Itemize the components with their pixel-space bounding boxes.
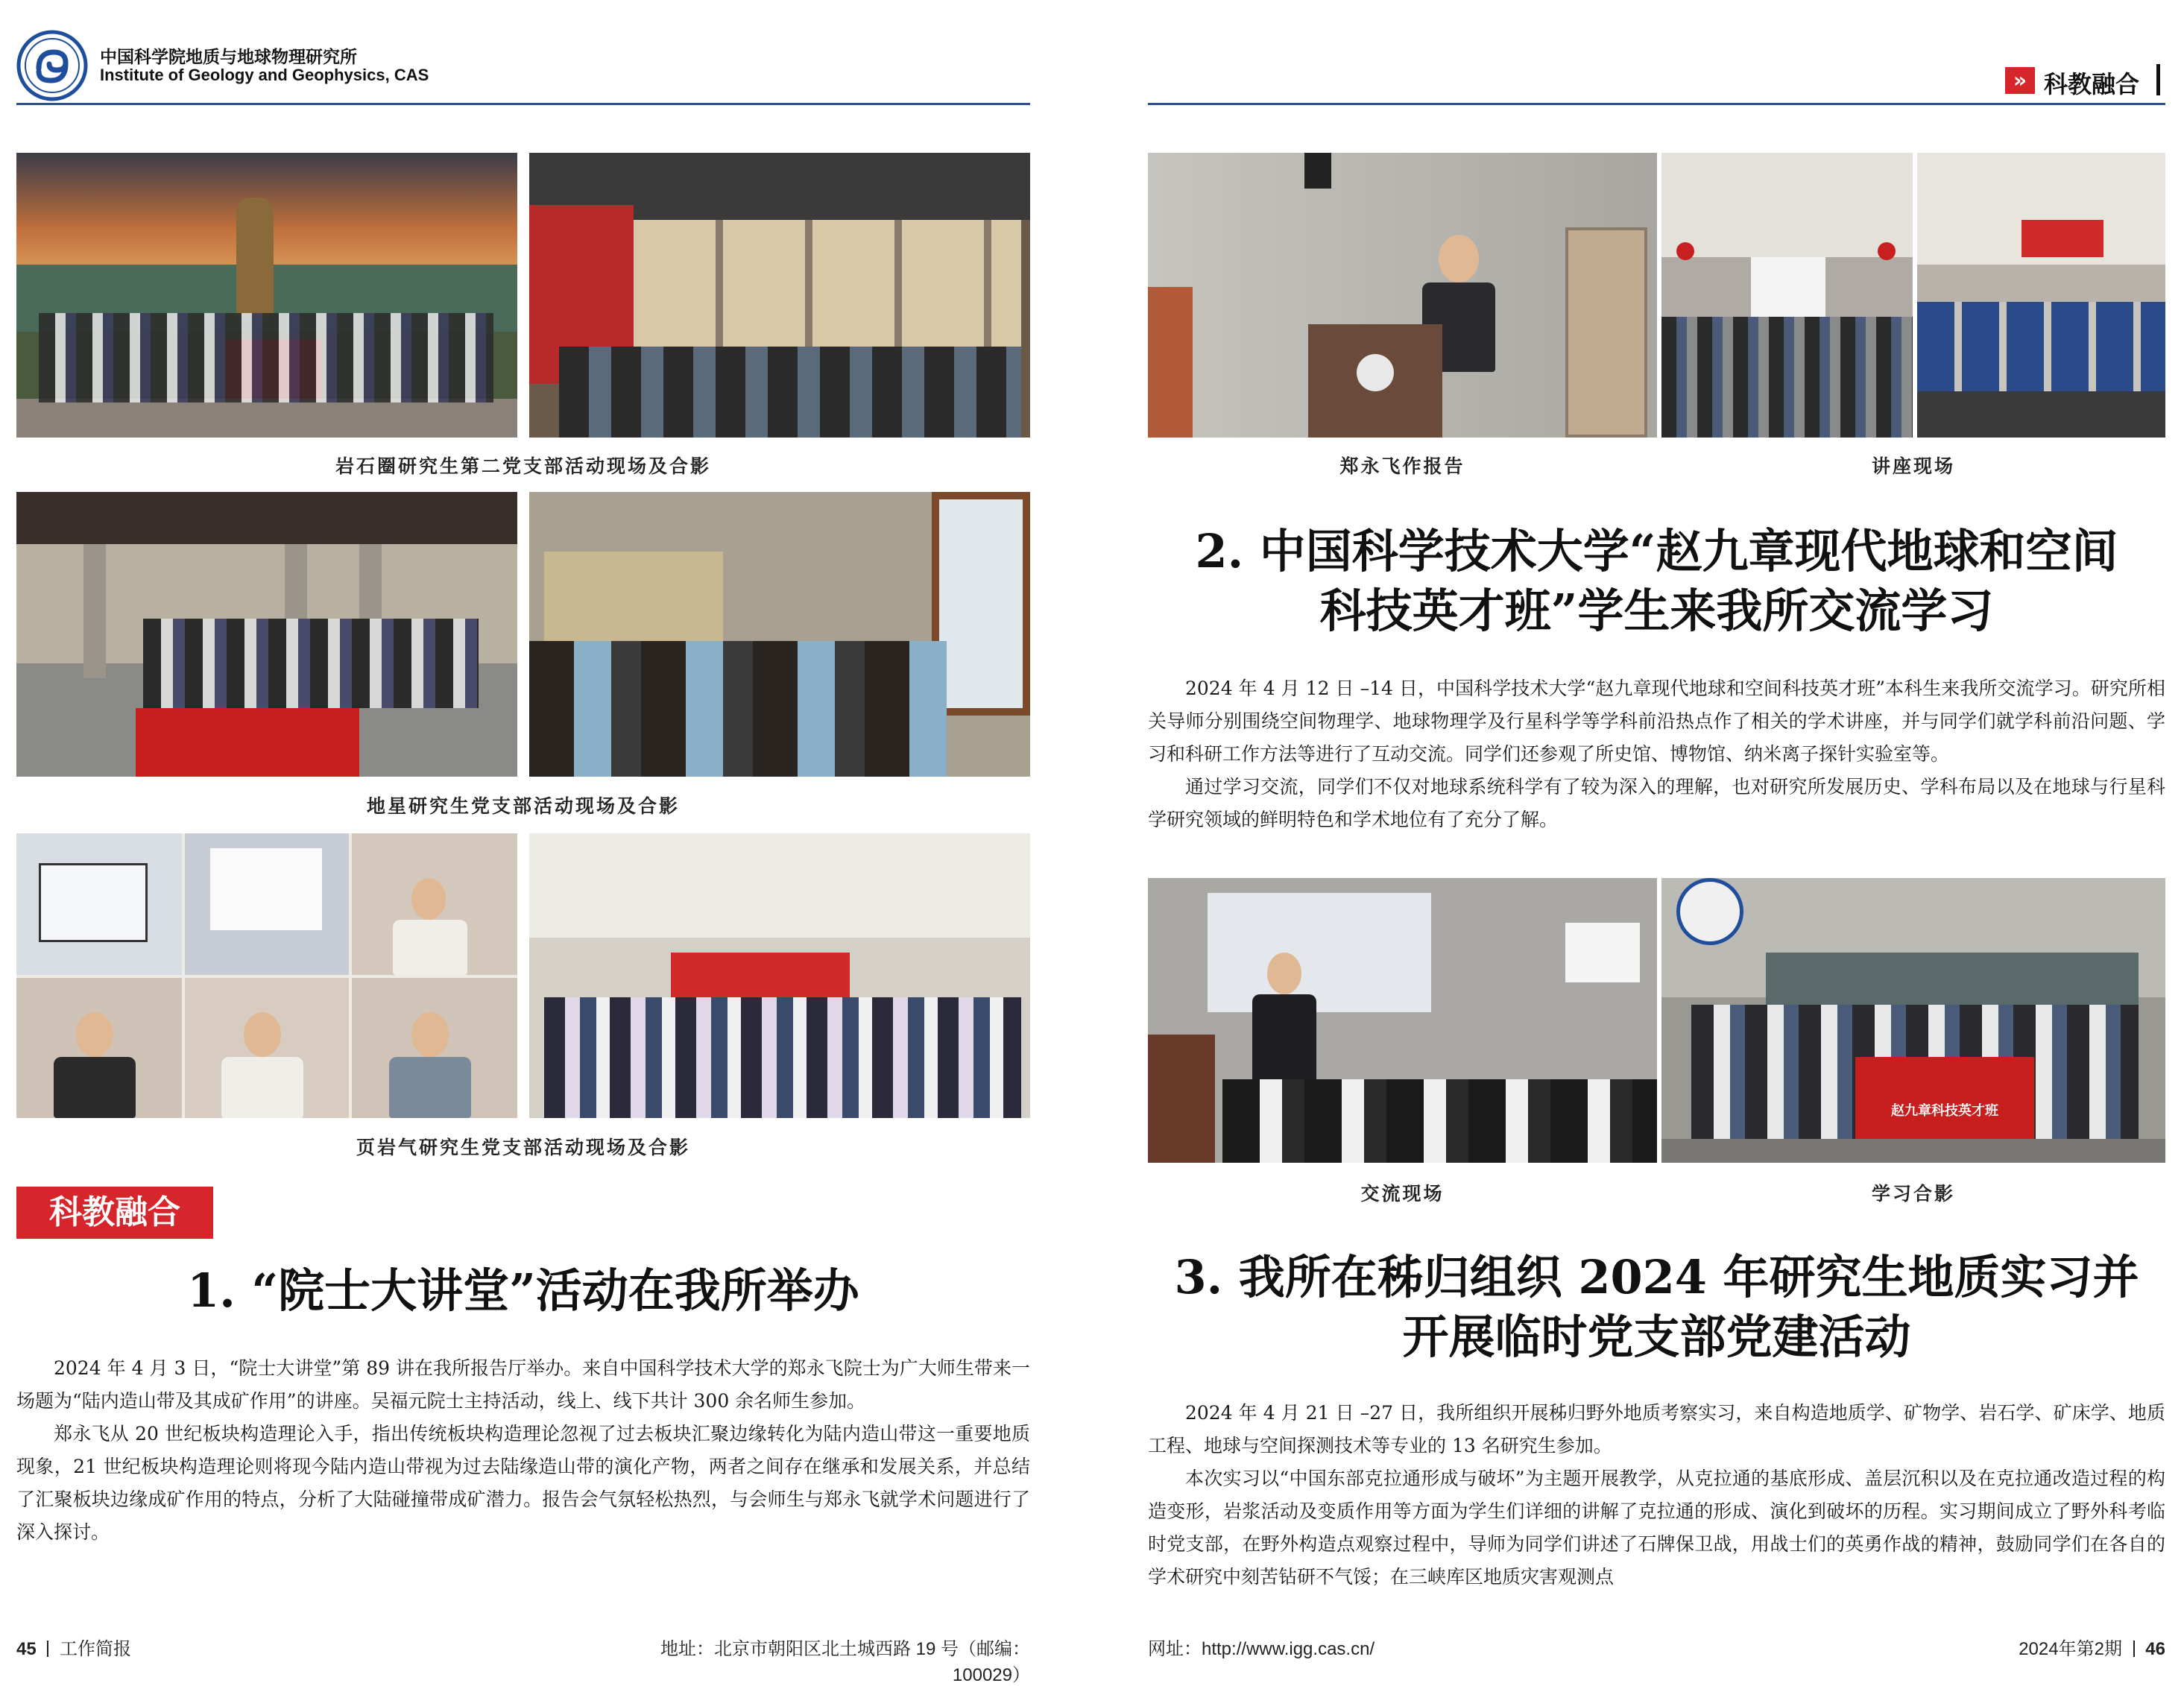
- caption-study-group: 学习合影: [1871, 1183, 1955, 1204]
- section-badge: [16, 1187, 213, 1239]
- photo-planetary-museum: [529, 492, 1030, 777]
- article-1-body: [16, 1352, 1030, 1549]
- article-3-para-2: 本次实习以“中国东部克拉通形成与破坏”为主题开展教学，从克拉通的基底形成、盖层沉积以及在克拉通改造过程的构造变形，岩浆活动及变质作用等方面为学生们详细的讲解了克拉通的形成、演化到破坏的历程。实习期间成立了野外科考临时党支部，在野外构造点观察过程中，导师为同学们讲述了石牌保卫战，用战士们的英勇作战的精神，鼓励同学们在各自的学术研究中刻苦钻研不气馁；在三峡库区地质灾害观测点: [1148, 1468, 2165, 1588]
- caption-lithosphere: 岩石圈研究生第二党支部活动现场及合影: [335, 455, 711, 477]
- section-arrow-icon: »: [2005, 67, 2035, 94]
- org-name-cn: 中国科学院地质与地球物理研究所: [100, 47, 357, 66]
- footer-divider-right: [2133, 1641, 2135, 1657]
- page-number-left: 45: [16, 1639, 37, 1659]
- banner-text: 赵九章科技英才班: [1891, 1103, 1998, 1118]
- footer-left: [16, 1634, 131, 1660]
- photo-zheng-report: [1148, 153, 1657, 438]
- section-tag: 科教融合: [2044, 71, 2140, 98]
- photo-shale-collage: [16, 833, 517, 1118]
- photo-shale-group: [529, 833, 1030, 1118]
- photo-lithosphere-exhibit: [529, 153, 1030, 438]
- footer-right: [1893, 1634, 2165, 1660]
- caption-exchange: 交流现场: [1360, 1183, 1445, 1204]
- institute-logo: [16, 30, 88, 101]
- heading-3-line-2: 开展临时党支部党建活动: [1402, 1310, 1911, 1364]
- footer-website: 网址：http://www.igg.cas.cn/: [1148, 1639, 1375, 1659]
- page-number-right: 46: [2145, 1639, 2165, 1659]
- section-badge-text: 科教融合: [49, 1194, 180, 1231]
- caption-planetary: 地星研究生党支部活动现场及合影: [366, 795, 680, 817]
- article-2-body: [1148, 672, 2165, 836]
- article-2-para-1: 2024 年 4 月 12 日 –14 日，中国科学技术大学“赵九章现代地球和空间科技英才班”本科生来我所交流学习。研究所相关导师分别围绕空间物理学、地球物理学及行星科学等学科前沿热点作了相关的学术讲座，并与同学们就学科前沿问题、学习和科研工作方法等进行了互动交流。同学们还参观了所史馆、博物馆、纳米离子探针实验室等。: [1148, 678, 2165, 765]
- photo-planetary-group: [16, 492, 517, 777]
- photo-lithosphere-group: [16, 153, 517, 438]
- photo-lecture-hall-2: [1917, 153, 2165, 438]
- org-name-en: Institute of Geology and Geophysics, CAS: [100, 66, 429, 84]
- heading-2-line-2: 科技英才班”学生来我所交流学习: [1319, 584, 1994, 638]
- article-3-body: [1148, 1397, 2165, 1594]
- footer-address: 地址：北京市朝阳区北土城西路 19 号（邮编：100029）: [660, 1639, 1030, 1685]
- photo-study-group: [1661, 878, 2165, 1163]
- section-tag-bar: [2156, 64, 2160, 95]
- article-3-para-1: 2024 年 4 月 21 日 –27 日，我所组织开展秭归野外地质考察实习，来自构造地质学、矿物学、岩石学、矿床学、地质工程、地球与空间探测技术等专业的 13 名研究生参加。: [1148, 1402, 2165, 1456]
- heading-2-line-1: 2. 中国科学技术大学“赵九章现代地球和空间: [1195, 524, 2118, 578]
- caption-shale: 页岩气研究生党支部活动现场及合影: [356, 1137, 690, 1158]
- publication-title: 工作简报: [60, 1639, 132, 1659]
- heading-3-line-1: 3. 我所在秭归组织 2024 年研究生地质实习并: [1174, 1250, 2139, 1304]
- footer-divider-left: [47, 1641, 48, 1657]
- header-rule-left: [16, 103, 1030, 105]
- issue-label: 2024年第2期: [2019, 1639, 2122, 1659]
- photo-lecture-hall-1: [1661, 153, 1913, 438]
- caption-lecture: 讲座现场: [1871, 455, 1955, 477]
- header-rule-right: [1148, 103, 2165, 105]
- article-2-para-2: 通过学习交流，同学们不仅对地球系统科学有了较为深入的理解，也对研究所发展历史、学科布局以及在地球与行星科学研究领域的鲜明特色和学术地位有了充分了解。: [1148, 776, 2165, 830]
- photo-exchange-session: [1148, 878, 1657, 1163]
- heading-1: 1. “院士大讲堂”活动在我所举办: [187, 1263, 859, 1318]
- article-1-para-1: 2024 年 4 月 3 日，“院士大讲堂”第 89 讲在我所报告厅举办。来自中国科学技术大学的郑永飞院士为广大师生带来一场题为“陆内造山带及其成矿作用”的讲座。吴福元院士主持活动，线上、线下共计 300 余名师生参加。: [16, 1357, 1030, 1412]
- article-1-para-2: 郑永飞从 20 世纪板块构造理论入手，指出传统板块构造理论忽视了过去板块汇聚边缘转化为陆内造山带这一重要地质现象，21 世纪板块构造理论则将现今陆内造山带视为过去陆缘造山带的演化产物，两者之间存在继承和发展关系，并总结了汇聚板块边缘成矿作用的特点，分析了大陆碰撞带成矿潜力。报告会气氛轻松热烈，与会师生与郑永飞就学术问题进行了深入探讨。: [16, 1423, 1030, 1543]
- caption-zheng-report: 郑永飞作报告: [1339, 455, 1465, 477]
